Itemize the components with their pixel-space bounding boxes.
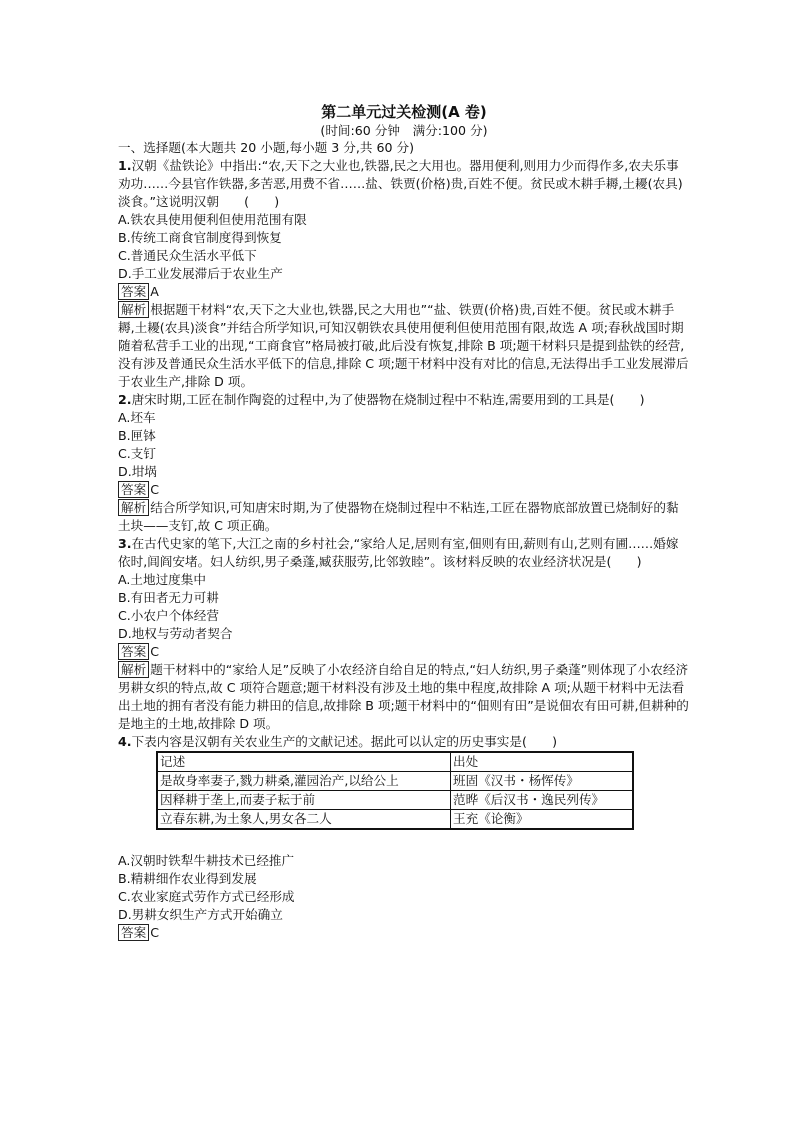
option: B.匣钵 [118,428,156,443]
table-cell: 立春东耕,为土象人,男女各二人 [157,810,451,830]
analysis-paragraph [118,661,690,733]
answer-value: C [150,925,159,940]
answer-value: A [150,284,159,299]
analysis-text: 根据题干材料“农,天下之大业也,铁器,民之大用也”“盐、铁贾(价格)贵,百姓不便。贫民或木耕手耨,土耰(农具)淡食”并结合所学知识,可知汉朝铁农具使用便利但使用范围有限,故选 A 项;春秋战国时期随着私营手工业的出现,“工商食官”格局被打破,此后没有恢复,排除 B 项;题干材料只是提到盐铁的经营,没有涉及普通民众生活水平低下的信息,排除 C 项;题干材料中没有对比的信息,无法得出手工业发展滞后于农业生产,排除 D 项。 [118,302,689,389]
page-title: 第二单元过关检测(A 卷) [321,103,487,121]
analysis-text: 题干材料中的“家给人足”反映了小农经济自给自足的特点,“妇人纺织,男子桑蓬”则体现了小农经济男耕女织的特点,故 C 项符合题意;题干材料没有涉及土地的集中程度,故排除 A 项;从题干材料中无法看出土地的拥有者没有能力耕田的信息,故排除 B 项;题干材料中的“佃则有田”是说佃农有田可耕,但耕种的是地主的土地,故排除 D 项。 [118,662,689,731]
analysis-label: 解析 [118,661,149,678]
question-number: 3. [118,536,132,551]
answer-value: C [150,644,159,659]
question-text: 下表内容是汉朝有关农业生产的文献记述。据此可以认定的历史事实是( ) [131,734,557,749]
option: A.土地过度集中 [118,572,206,587]
option: C.普通民众生活水平低下 [118,248,257,263]
answer-line [118,924,690,942]
question-text: 汉朝《盐铁论》中指出:“农,天下之大业也,铁器,民之大用也。器用便利,则用力少而得作多,农夫乐事劝功……今县官作铁器,多苦恶,用费不省……盐、铁贾(价格)贵,百姓不便。贫民或木耕手耨,土耰(农具)淡食。”这说明汉朝 ( ) [118,158,683,209]
question-block [118,157,690,391]
question-stem [118,733,690,751]
analysis-paragraph [118,499,690,535]
option: A.铁农具使用便利但使用范围有限 [118,212,307,227]
analysis-label: 解析 [118,499,149,516]
answer-line [118,481,690,499]
analysis-text: 结合所学知识,可知唐宋时期,为了使器物在烧制过程中不粘连,工匠在器物底部放置已烧制好的黏土块——支钉,故 C 项正确。 [118,500,679,533]
table-cell: 王充《论衡》 [451,810,634,830]
table-cell: 班固《汉书・杨恽传》 [451,772,634,791]
exam-info: (时间:60 分钟 满分:100 分) [320,123,488,138]
option: D.手工业发展滞后于农业生产 [118,266,283,281]
question-block [118,391,690,535]
question-stem [118,391,690,409]
question-number: 2. [118,392,132,407]
section-heading: 一、选择题(本大题共 20 小题,每小题 3 分,共 60 分) [118,140,415,155]
question-number: 4. [118,734,132,749]
answer-label: 答案 [118,283,149,300]
option: D.男耕女织生产方式开始确立 [118,907,283,922]
option: C.支钉 [118,446,156,461]
answer-line [118,643,690,661]
answer-label: 答案 [118,481,149,498]
question-block [118,535,690,733]
question-text: 在古代史家的笔下,大江之南的乡村社会,“家给人足,居则有室,佃则有田,薪则有山,艺则有圃……婚嫁依时,闾阎安堵。妇人纺织,男子桑蓬,臧获服劳,比邻敦睦”。该材料反映的农业经济状况是( ) [118,536,679,569]
option: D.地权与劳动者契合 [118,626,233,641]
analysis-label: 解析 [118,301,149,318]
answer-label: 答案 [118,643,149,660]
table-row [157,791,633,810]
option: B.传统工商食官制度得到恢复 [118,230,282,245]
answer-label: 答案 [118,924,149,941]
table-row [157,810,633,830]
option: D.坩埚 [118,464,157,479]
analysis-paragraph [118,301,690,391]
table-cell: 是故身率妻子,戮力耕桑,灌园治产,以给公上 [157,772,451,791]
option: C.农业家庭式劳作方式已经形成 [118,889,295,904]
question-text: 唐宋时期,工匠在制作陶瓷的过程中,为了使器物在烧制过程中不粘连,需要用到的工具是( ) [131,392,645,407]
question-stem [118,157,690,211]
option: A.汉朝时铁犁牛耕技术已经推广 [118,853,295,868]
answer-value: C [150,482,159,497]
answer-line [118,283,690,301]
table-row [157,772,633,791]
question-stem [118,535,690,571]
option: A.坯车 [118,410,156,425]
table-cell: 因释耕于垄上,而妻子耘于前 [157,791,451,810]
question-number: 1. [118,158,132,173]
table-header-cell: 出处 [451,752,634,772]
table-header-cell: 记述 [157,752,451,772]
table-header-row [157,752,633,772]
table-cell: 范晔《后汉书・逸民列传》 [451,791,634,810]
source-table [156,751,634,830]
option: B.精耕细作农业得到发展 [118,871,257,886]
option: C.小农户个体经营 [118,608,219,623]
question-block [118,733,690,942]
document-content [118,102,690,942]
option: B.有田者无力可耕 [118,590,219,605]
